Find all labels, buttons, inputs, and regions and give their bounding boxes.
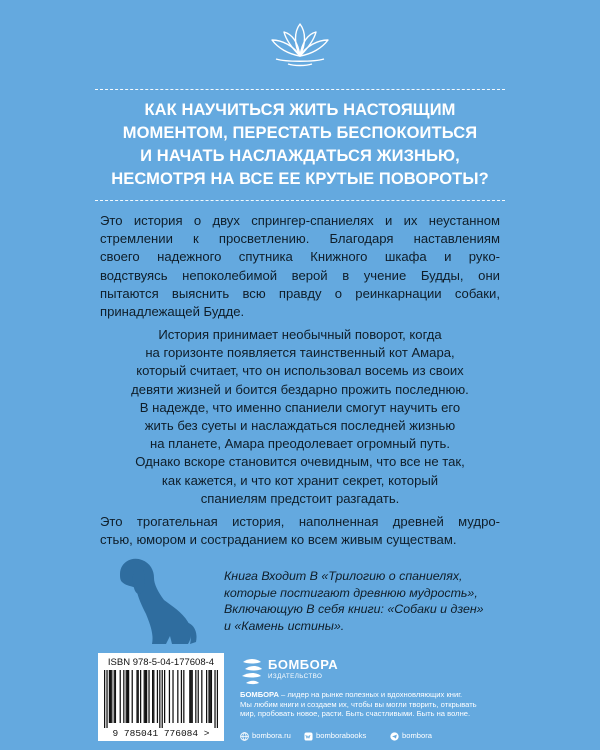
barcode-bar	[138, 670, 139, 723]
paragraph-line: В надежде, что именно спаниели смогут научить его	[139, 399, 461, 415]
headline-line: И НАЧАТЬ НАСЛАЖДАТЬСЯ ЖИЗНЬЮ,	[140, 147, 460, 165]
series-note-line: Включающую В себя книги: «Собаки и дзен»	[224, 602, 484, 616]
social-website[interactable]	[240, 731, 291, 741]
barcode-bar	[132, 670, 133, 723]
barcode-bar	[148, 670, 149, 723]
barcode-bar	[115, 670, 116, 723]
isbn-barcode	[98, 653, 224, 741]
publisher-subtitle: ИЗДАТЕЛЬСТВО	[268, 673, 323, 680]
barcode-bar	[114, 670, 115, 723]
series-note	[224, 568, 524, 634]
barcode-bar	[189, 670, 190, 723]
headline-bottom-divider	[95, 200, 505, 201]
barcode-bar	[127, 670, 128, 723]
barcode-bar	[126, 670, 127, 723]
barcode-bar	[190, 670, 191, 723]
social-telegram[interactable]	[390, 731, 432, 741]
paragraph-line: Это трогательная история, наполненная древней мудро-	[100, 514, 500, 529]
series-note-line: которые постигают древнюю мудрость»,	[224, 585, 478, 600]
barcode-bar	[128, 670, 129, 723]
paragraph-line: на горизонте появляется таинственный кот Амара,	[145, 345, 455, 361]
barcode-bars	[104, 670, 218, 728]
barcode-bar	[123, 670, 124, 723]
blurb-line: мир, пробовать новое, расти. Быть счастливыми. Быть на волне.	[240, 709, 471, 718]
barcode-bar	[192, 670, 193, 723]
barcode-bar	[144, 670, 145, 723]
paragraph-line: своего надежного спутника Книжного шкафа и руко-	[100, 249, 500, 265]
barcode-bar	[111, 670, 112, 723]
cover-headline	[100, 99, 500, 191]
barcode-bar	[164, 670, 165, 723]
paragraph-line: стью, юмором и состраданием ко всем живым существам.	[100, 532, 457, 548]
paragraph-line: водствуясь непоколебимой верой в учение Будды, они	[100, 267, 500, 283]
paragraph-line: Однако вскоре становится очевидным, что все не так,	[135, 454, 465, 470]
barcode-bar	[136, 670, 137, 723]
barcode-bar	[157, 670, 158, 723]
publisher-name: БОМБОРА	[268, 657, 339, 672]
barcode-digits: 9 785041 776084 >	[112, 728, 210, 739]
telegram-icon	[390, 732, 399, 741]
blurb-line: БОМБОРА – лидер на рынке полезных и вдохновляющих книг.	[240, 690, 463, 699]
publisher-blurb	[240, 690, 510, 719]
synopsis-paragraph-1	[100, 212, 500, 321]
headline-top-divider	[95, 89, 505, 90]
paragraph-line: на планете, Амара преодолевает огромный путь.	[150, 436, 450, 452]
bombora-logo-icon	[240, 655, 264, 685]
sitting-dog-silhouette-icon	[112, 552, 200, 648]
lotus-icon	[266, 18, 334, 70]
social-label: bombora	[402, 731, 432, 740]
social-vk[interactable]	[304, 731, 366, 741]
headline-line: НЕСМОТРЯ НА ВСЕ ЕЕ КРУТЫЕ ПОВОРОТЫ?	[111, 170, 489, 188]
synopsis-paragraph-3	[100, 513, 500, 549]
barcode-bar	[110, 670, 111, 723]
globe-icon	[240, 732, 249, 741]
barcode-bar	[195, 670, 196, 723]
barcode-bar	[211, 670, 212, 723]
series-note-line: и «Камень истины».	[224, 618, 345, 633]
barcode-bar	[169, 670, 170, 723]
vk-icon	[304, 732, 313, 741]
series-note-line: Книга Входит В «Трилогию о спаниелях,	[224, 569, 463, 583]
barcode-bar	[206, 670, 207, 723]
paragraph-line: жить без суеты и наслаждаться последней жизнью	[144, 418, 456, 434]
barcode-bar	[152, 670, 153, 723]
social-label: bomborabooks	[316, 731, 367, 740]
barcode-bar	[198, 670, 199, 723]
barcode-bar	[208, 670, 209, 723]
publisher-socials	[240, 731, 510, 743]
barcode-bar	[159, 670, 160, 728]
barcode-bar	[210, 670, 211, 723]
barcode-bar	[183, 670, 184, 723]
barcode-bar	[109, 670, 110, 723]
barcode-bar	[145, 670, 146, 723]
paragraph-line: спаниелям предстоит разгадать.	[200, 490, 400, 506]
paragraph-line: девяти жизней и боится бездарно прожить последнюю.	[131, 381, 469, 397]
barcode-bar	[177, 670, 178, 723]
barcode-bar	[104, 670, 105, 728]
barcode-bar	[120, 670, 121, 723]
isbn-label: ISBN 978-5-04-177608-4	[107, 657, 215, 668]
barcode-bar	[162, 670, 163, 728]
paragraph-line: пытаются выяснить всю правду о реинкарнации собаки,	[100, 285, 500, 301]
paragraph-line: стремлении к просветлению. Благодаря наставлениям	[100, 231, 500, 247]
blurb-line: Мы любим книги и создаем их, чтобы вы могли творить, открывать	[240, 699, 477, 709]
publisher-logo	[240, 655, 360, 687]
synopsis-paragraph-2	[100, 326, 500, 508]
barcode-bar	[146, 670, 147, 723]
barcode-bar	[201, 670, 202, 723]
paragraph-line: который считает, что он использовал восемь из своих	[136, 363, 464, 379]
barcode-bar	[217, 670, 218, 728]
barcode-bar	[181, 670, 182, 723]
paragraph-line: как кажется, и что кот хранит секрет, который	[161, 472, 439, 488]
barcode-bar	[140, 670, 141, 723]
paragraph-line: Это история о двух спрингер-спаниелях и их неустанном	[100, 213, 500, 228]
barcode-bar	[153, 670, 154, 723]
paragraph-line: История принимает необычный поворот, когда	[158, 327, 442, 342]
headline-line: КАК НАУЧИТЬСЯ ЖИТЬ НАСТОЯЩИМ	[144, 101, 456, 119]
barcode-bar	[172, 670, 173, 723]
barcode-bar	[106, 670, 107, 728]
social-label: bombora.ru	[252, 731, 291, 740]
barcode-bar	[214, 670, 215, 728]
headline-line: МОМЕНТОМ, ПЕРЕСТАТЬ БЕСПОКОИТЬСЯ	[122, 124, 478, 142]
paragraph-line: принадлежащей Будде.	[100, 304, 245, 320]
